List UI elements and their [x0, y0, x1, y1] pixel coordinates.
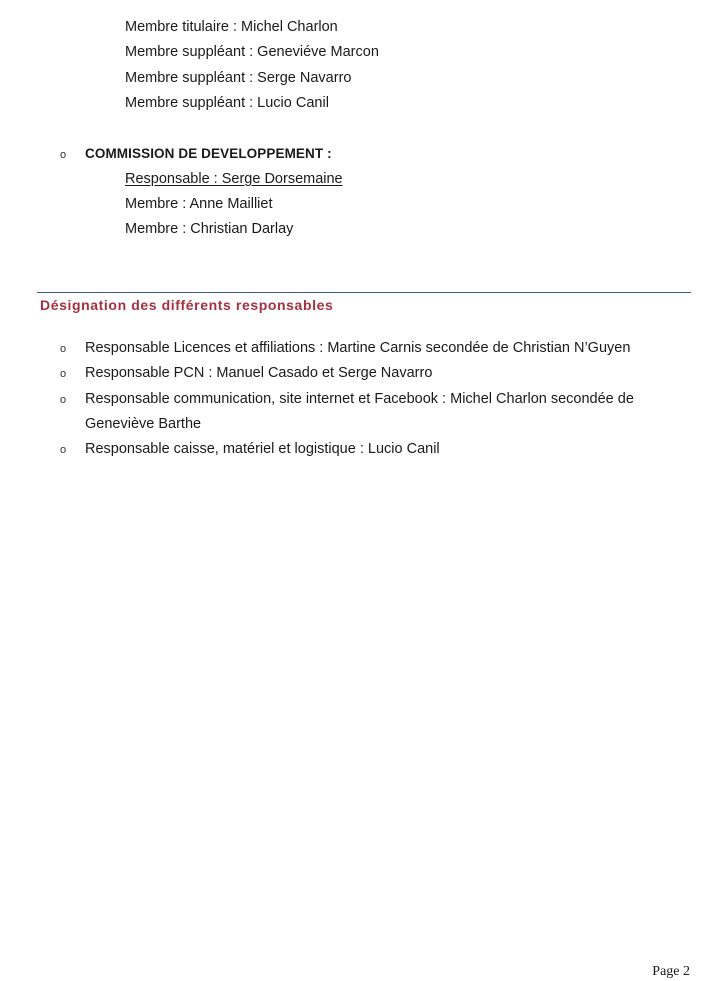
- designation-bullet-1: o: [60, 343, 67, 355]
- membre-suppleant-1: Membre suppléant : Geneviéve Marcon: [125, 44, 379, 60]
- commission-title: COMMISSION DE DEVELOPPEMENT :: [85, 146, 332, 161]
- section-divider: [37, 292, 691, 293]
- commission-membre-2: Membre : Christian Darlay: [125, 221, 294, 237]
- designation-item-communication-cont: Geneviève Barthe: [85, 416, 202, 432]
- designation-bullet-2: o: [60, 368, 67, 380]
- membre-suppleant-2: Membre suppléant : Serge Navarro: [125, 70, 352, 86]
- page-number: Page 2: [652, 964, 690, 979]
- commission-responsable: Responsable : Serge Dorsemaine: [125, 171, 343, 187]
- commission-bullet: o: [60, 149, 67, 161]
- designation-bullet-4: o: [60, 444, 67, 456]
- membre-titulaire: Membre titulaire : Michel Charlon: [125, 19, 338, 35]
- designation-item-communication: Responsable communication, site internet et Facebook : Michel Charlon secondée de: [85, 391, 634, 407]
- commission-membre-1: Membre : Anne Mailliet: [125, 196, 273, 212]
- designation-item-licences: Responsable Licences et affiliations : Martine Carnis secondée de Christian N’Guyen: [85, 340, 631, 356]
- section-heading: Désignation des différents responsables: [40, 297, 334, 313]
- designation-item-caisse: Responsable caisse, matériel et logistique : Lucio Canil: [85, 441, 440, 457]
- designation-item-pcn: Responsable PCN : Manuel Casado et Serge Navarro: [85, 365, 433, 381]
- membre-suppleant-3: Membre suppléant : Lucio Canil: [125, 95, 329, 111]
- designation-bullet-3: o: [60, 394, 67, 406]
